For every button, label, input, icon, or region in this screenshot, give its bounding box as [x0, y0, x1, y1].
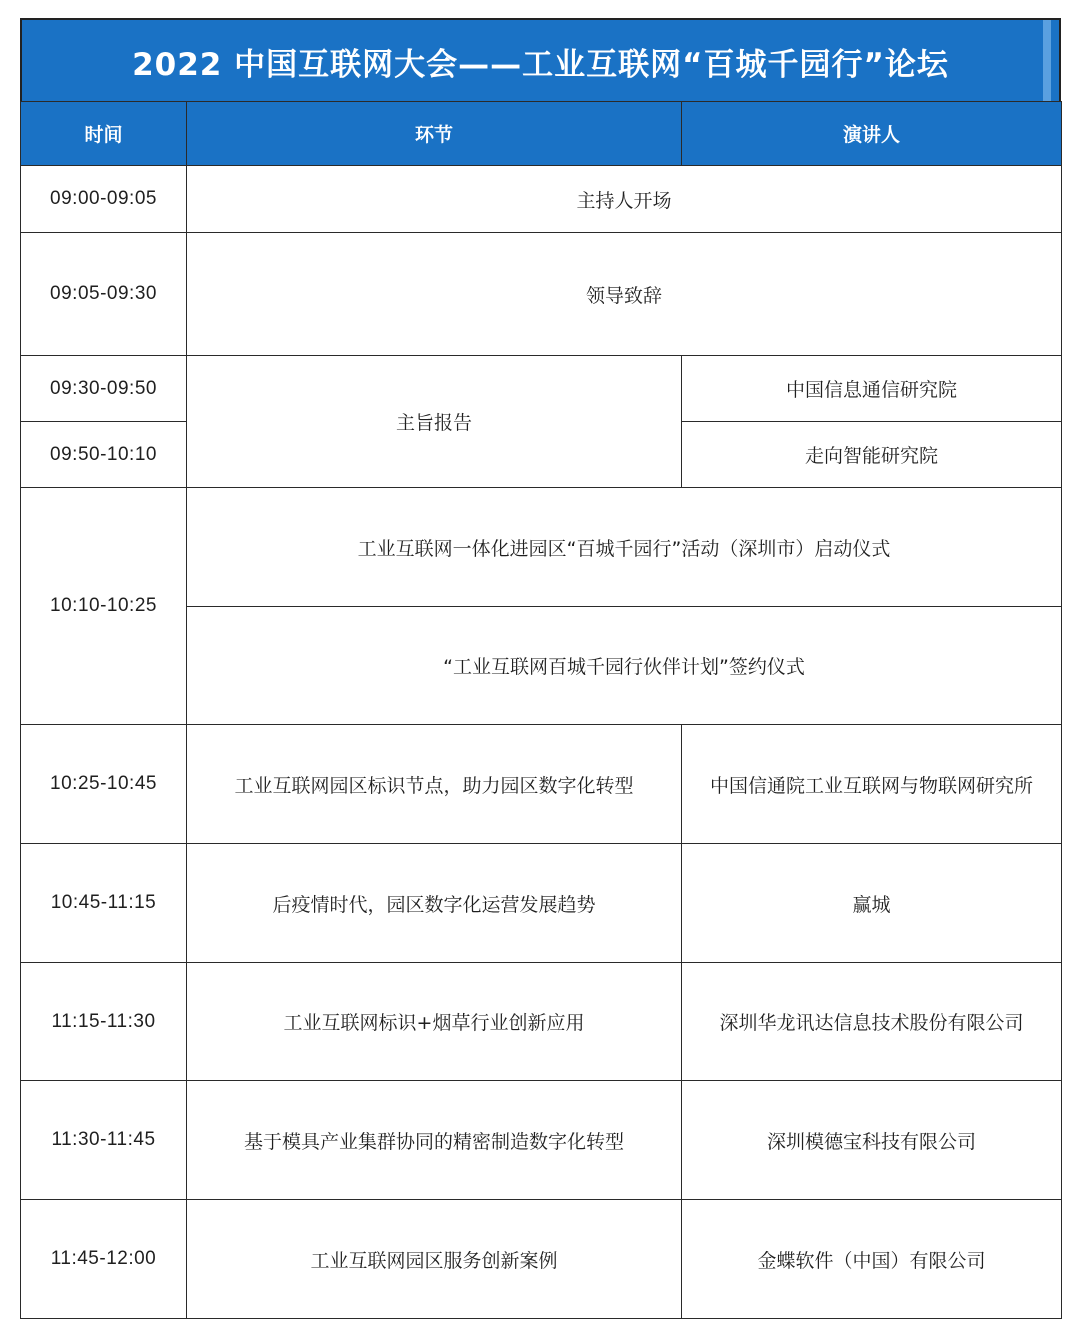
table-row: [21, 725, 1062, 844]
session-cell: 工业互联网园区服务创新案例: [187, 1200, 682, 1319]
speaker-cell: 走向智能研究院: [682, 422, 1062, 488]
speaker-cell: 赢城: [682, 844, 1062, 963]
table-row: [21, 356, 1062, 422]
time-cell: 09:30-09:50: [21, 356, 187, 422]
header-session: 环节: [187, 102, 682, 166]
speaker-cell: 深圳华龙讯达信息技术股份有限公司: [682, 963, 1062, 1081]
time-cell: 09:00-09:05: [21, 166, 187, 233]
speaker-cell: 深圳模德宝科技有限公司: [682, 1081, 1062, 1200]
agenda-title: 2022 中国互联网大会——工业互联网“百城千园行”论坛: [132, 46, 949, 83]
table-row: [21, 844, 1062, 963]
time-cell: 10:25-10:45: [21, 725, 187, 844]
session-cell: 基于模具产业集群协同的精密制造数字化转型: [187, 1081, 682, 1200]
table-row: [21, 166, 1062, 233]
speaker-cell: 中国信通院工业互联网与物联网研究所: [682, 725, 1062, 844]
time-cell: 09:50-10:10: [21, 422, 187, 488]
header-time: 时间: [21, 102, 187, 166]
time-cell: 11:15-11:30: [21, 963, 187, 1081]
session-cell: “工业互联网百城千园行伙伴计划”签约仪式: [187, 607, 1062, 725]
session-cell: 工业互联网一体化进园区“百城千园行”活动（深圳市）启动仪式: [187, 488, 1062, 607]
time-cell: 10:45-11:15: [21, 844, 187, 963]
agenda-title-bar: [20, 18, 1061, 102]
header-speaker: 演讲人: [682, 102, 1062, 166]
table-row: [21, 963, 1062, 1081]
session-cell: 主旨报告: [187, 356, 682, 488]
speaker-cell: 金蝶软件（中国）有限公司: [682, 1200, 1062, 1319]
title-accent-stripe: [1043, 20, 1051, 102]
session-cell: 主持人开场: [187, 166, 1062, 233]
header-row: [21, 102, 1062, 166]
time-cell: 11:30-11:45: [21, 1081, 187, 1200]
time-cell: 09:05-09:30: [21, 233, 187, 356]
time-cell: 11:45-12:00: [21, 1200, 187, 1319]
session-cell: 工业互联网标识+烟草行业创新应用: [187, 963, 682, 1081]
table-row: [21, 488, 1062, 607]
session-cell: 领导致辞: [187, 233, 1062, 356]
time-cell: 10:10-10:25: [21, 488, 187, 725]
session-cell: 工业互联网园区标识节点，助力园区数字化转型: [187, 725, 682, 844]
agenda-frame: [20, 18, 1061, 1321]
session-cell: 后疫情时代，园区数字化运营发展趋势: [187, 844, 682, 963]
table-row: [21, 233, 1062, 356]
table-row: [21, 1200, 1062, 1319]
agenda-table: [20, 101, 1062, 1319]
table-row: [21, 1081, 1062, 1200]
speaker-cell: 中国信息通信研究院: [682, 356, 1062, 422]
